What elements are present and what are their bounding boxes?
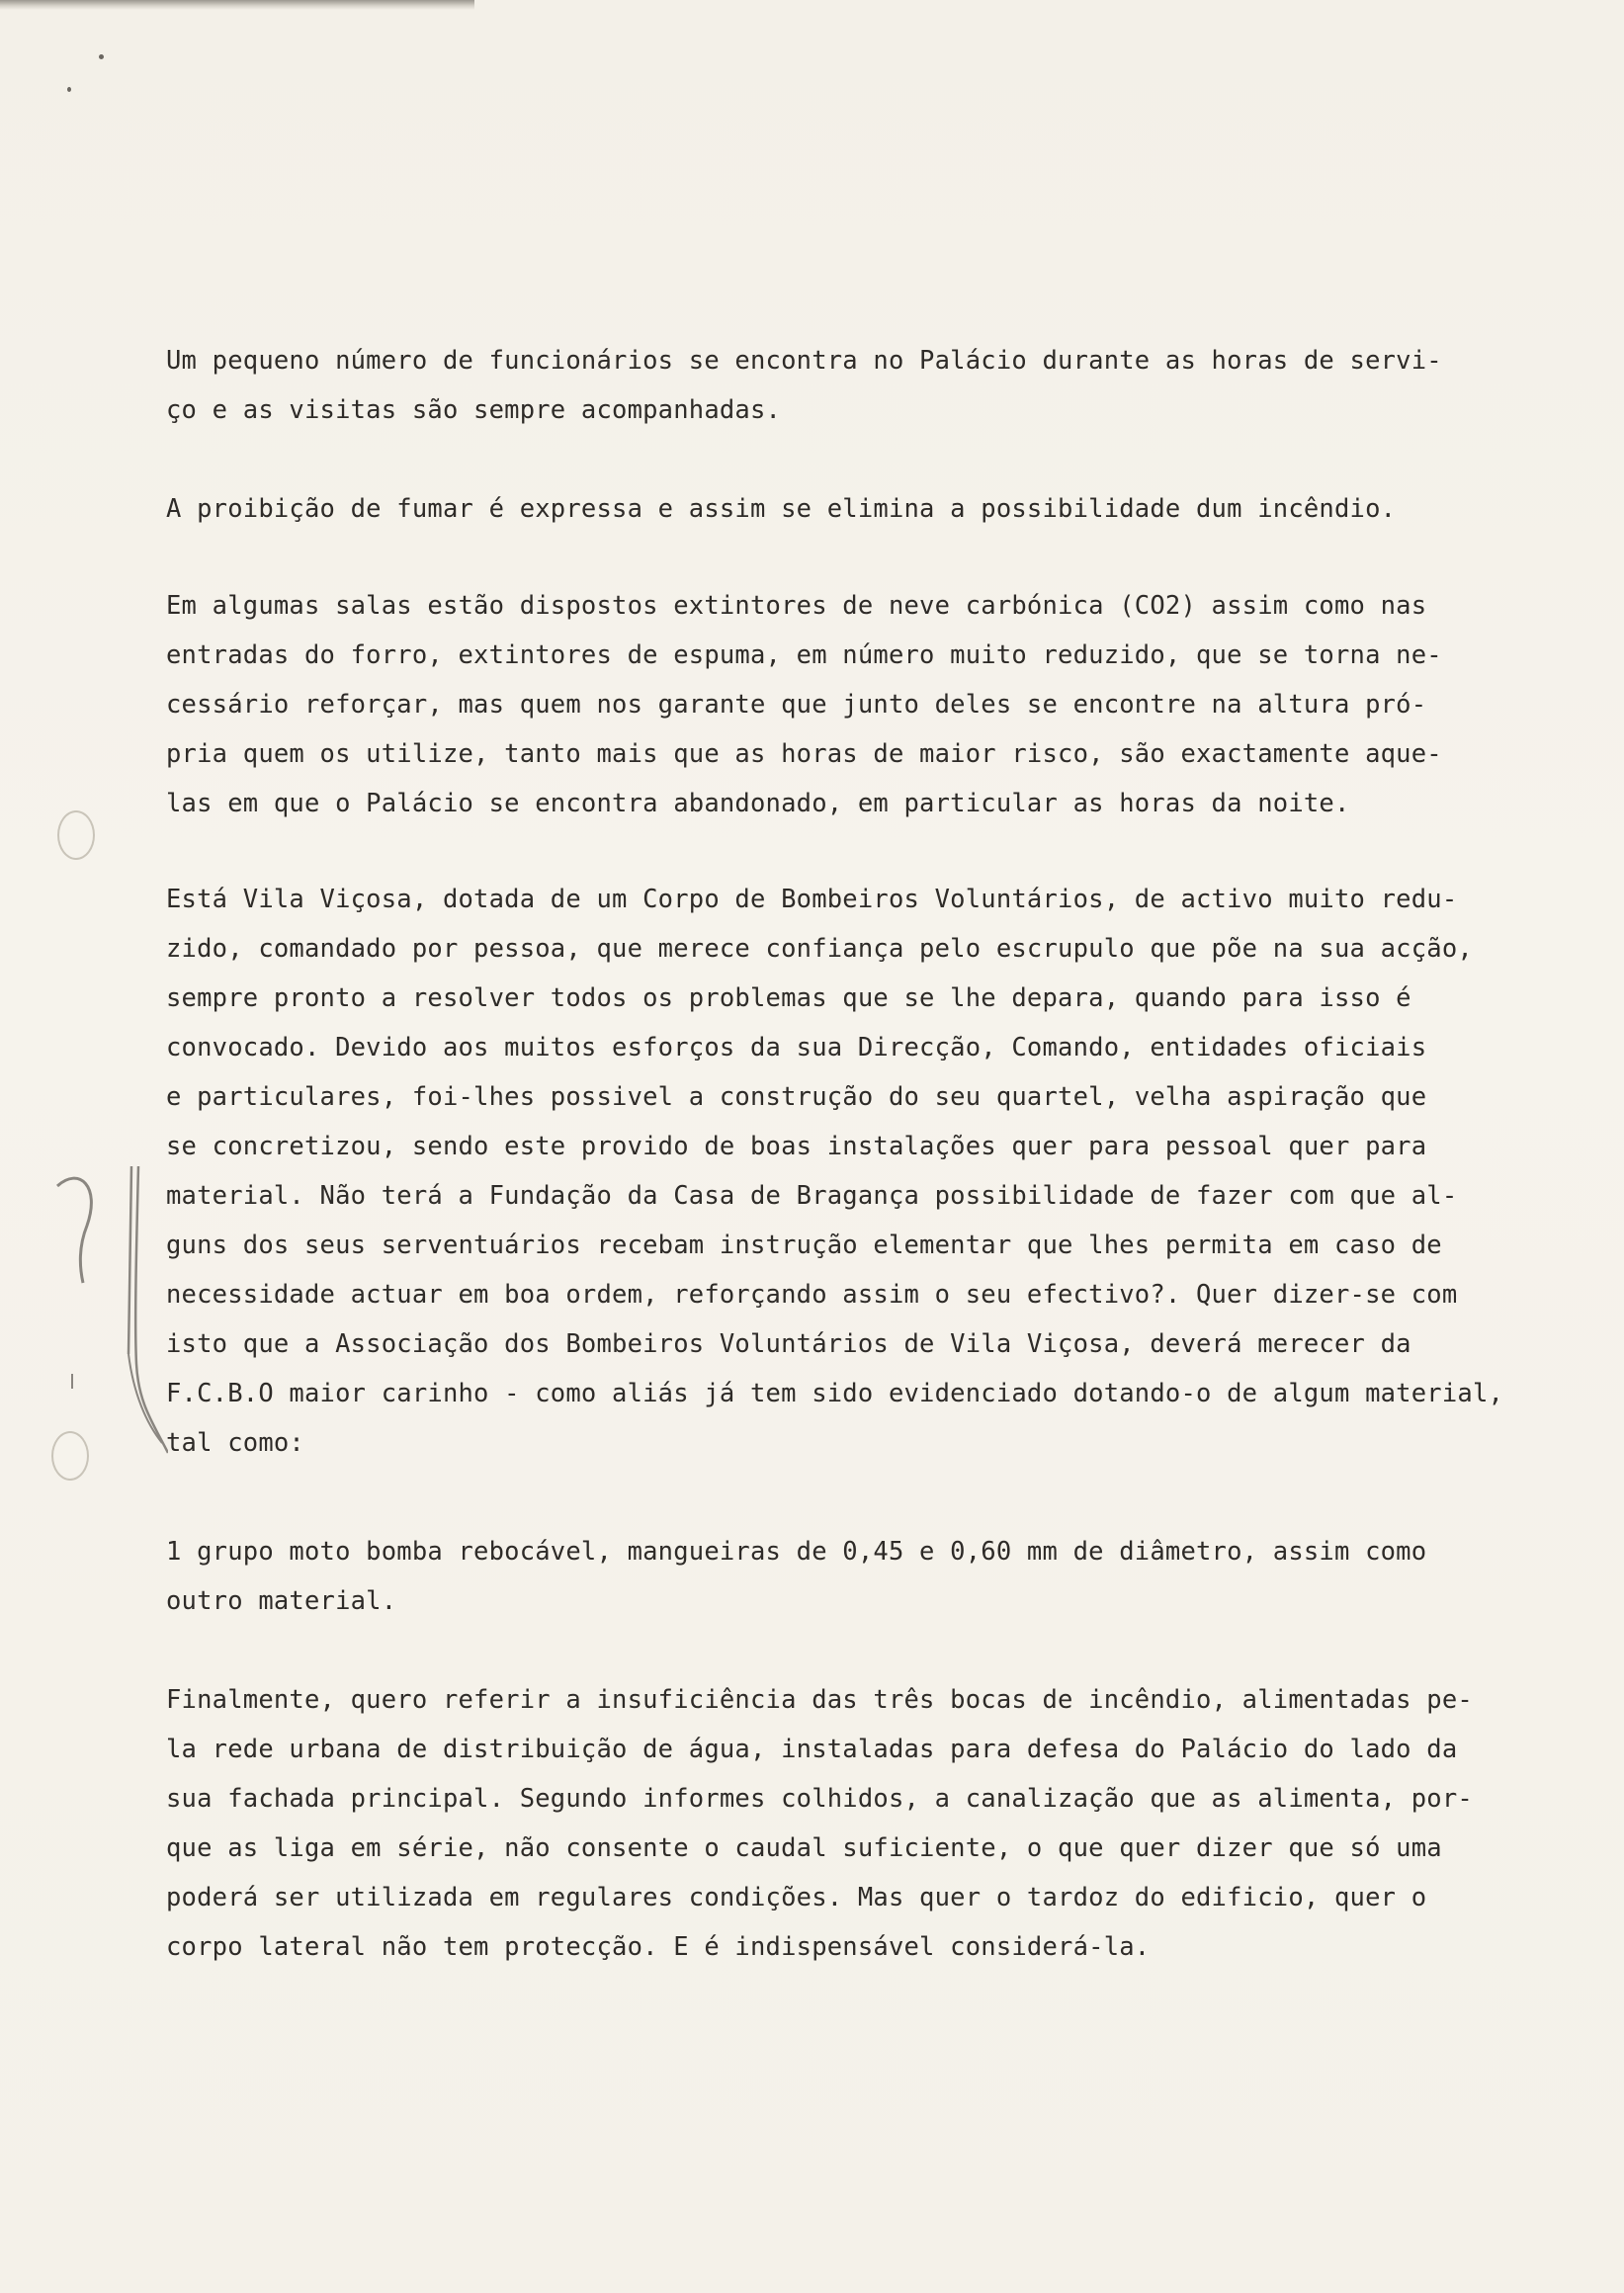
text-line: necessidade actuar em boa ordem, reforçando assim o seu efectivo?. Quer dizer-se com <box>166 1280 1458 1310</box>
text-line: isto que a Associação dos Bombeiros Voluntários de Vila Viçosa, deverá merecer da <box>166 1329 1411 1359</box>
paragraph-1 <box>166 336 1570 435</box>
text-line: la rede urbana de distribuição de água, instaladas para defesa do Palácio do lado da <box>166 1735 1458 1764</box>
text-line: cessário reforçar, mas quem nos garante que junto deles se encontre na altura pró- <box>166 690 1427 720</box>
text-line: material. Não terá a Fundação da Casa de Bragança possibilidade de fazer com que al- <box>166 1181 1458 1211</box>
paragraph-4 <box>166 875 1570 1468</box>
paragraph-6 <box>166 1675 1570 1972</box>
ink-speck <box>99 54 104 59</box>
text-line: zido, comandado por pessoa, que merece confiança pelo escrupulo que põe na sua acção, <box>166 934 1473 964</box>
text-line: ço e as visitas são sempre acompanhadas. <box>166 395 782 425</box>
paper-top-edge <box>0 0 474 10</box>
text-line: corpo lateral não tem protecção. E é indispensável considerá-la. <box>166 1932 1151 1962</box>
text-line: F.C.B.O maior carinho - como aliás já tem sido evidenciado dotando-o de algum material, <box>166 1379 1504 1408</box>
text-line: poderá ser utilizada em regulares condições. Mas quer o tardoz do edificio, quer o <box>166 1883 1427 1912</box>
text-line: Em algumas salas estão dispostos extintores de neve carbónica (CO2) assim como nas <box>166 591 1427 621</box>
text-line: se concretizou, sendo este provido de boas instalações quer para pessoal quer para <box>166 1132 1427 1161</box>
ink-speck <box>67 87 71 92</box>
text-line: Está Vila Viçosa, dotada de um Corpo de Bombeiros Voluntários, de activo muito redu- <box>166 885 1458 914</box>
text-line: entradas do forro, extintores de espuma, em número muito reduzido, que se torna ne- <box>166 640 1442 670</box>
paragraph-5 <box>166 1527 1570 1626</box>
paragraph-2 <box>166 484 1570 534</box>
punch-hole-top <box>57 810 95 860</box>
text-line: sempre pronto a resolver todos os problemas que se lhe depara, quando para isso é <box>166 983 1411 1013</box>
text-line: las em que o Palácio se encontra abandonado, em particular as horas da noite. <box>166 789 1350 818</box>
text-line: A proibição de fumar é expressa e assim se elimina a possibilidade dum incêndio. <box>166 494 1397 524</box>
paragraph-3 <box>166 581 1570 828</box>
text-line: que as liga em série, não consente o caudal suficiente, o que quer dizer que só uma <box>166 1833 1442 1863</box>
text-line: outro material. <box>166 1586 397 1616</box>
text-line: convocado. Devido aos muitos esforços da sua Direcção, Comando, entidades oficiais <box>166 1033 1427 1062</box>
text-line: e particulares, foi-lhes possivel a construção do seu quartel, velha aspiração que <box>166 1082 1427 1112</box>
text-line: tal como: <box>166 1428 304 1458</box>
text-line: Finalmente, quero referir a insuficiência das três bocas de incêndio, alimentadas pe- <box>166 1685 1473 1715</box>
pencil-margin-annotation <box>40 1166 168 1473</box>
text-line: sua fachada principal. Segundo informes colhidos, a canalização que as alimenta, por- <box>166 1784 1473 1814</box>
text-line: 1 grupo moto bomba rebocável, mangueiras de 0,45 e 0,60 mm de diâmetro, assim como <box>166 1537 1427 1567</box>
text-line: guns dos seus serventuários recebam instrução elementar que lhes permita em caso de <box>166 1231 1442 1260</box>
text-line: Um pequeno número de funcionários se encontra no Palácio durante as horas de servi- <box>166 346 1442 376</box>
text-line: pria quem os utilize, tanto mais que as horas de maior risco, são exactamente aque- <box>166 739 1442 769</box>
